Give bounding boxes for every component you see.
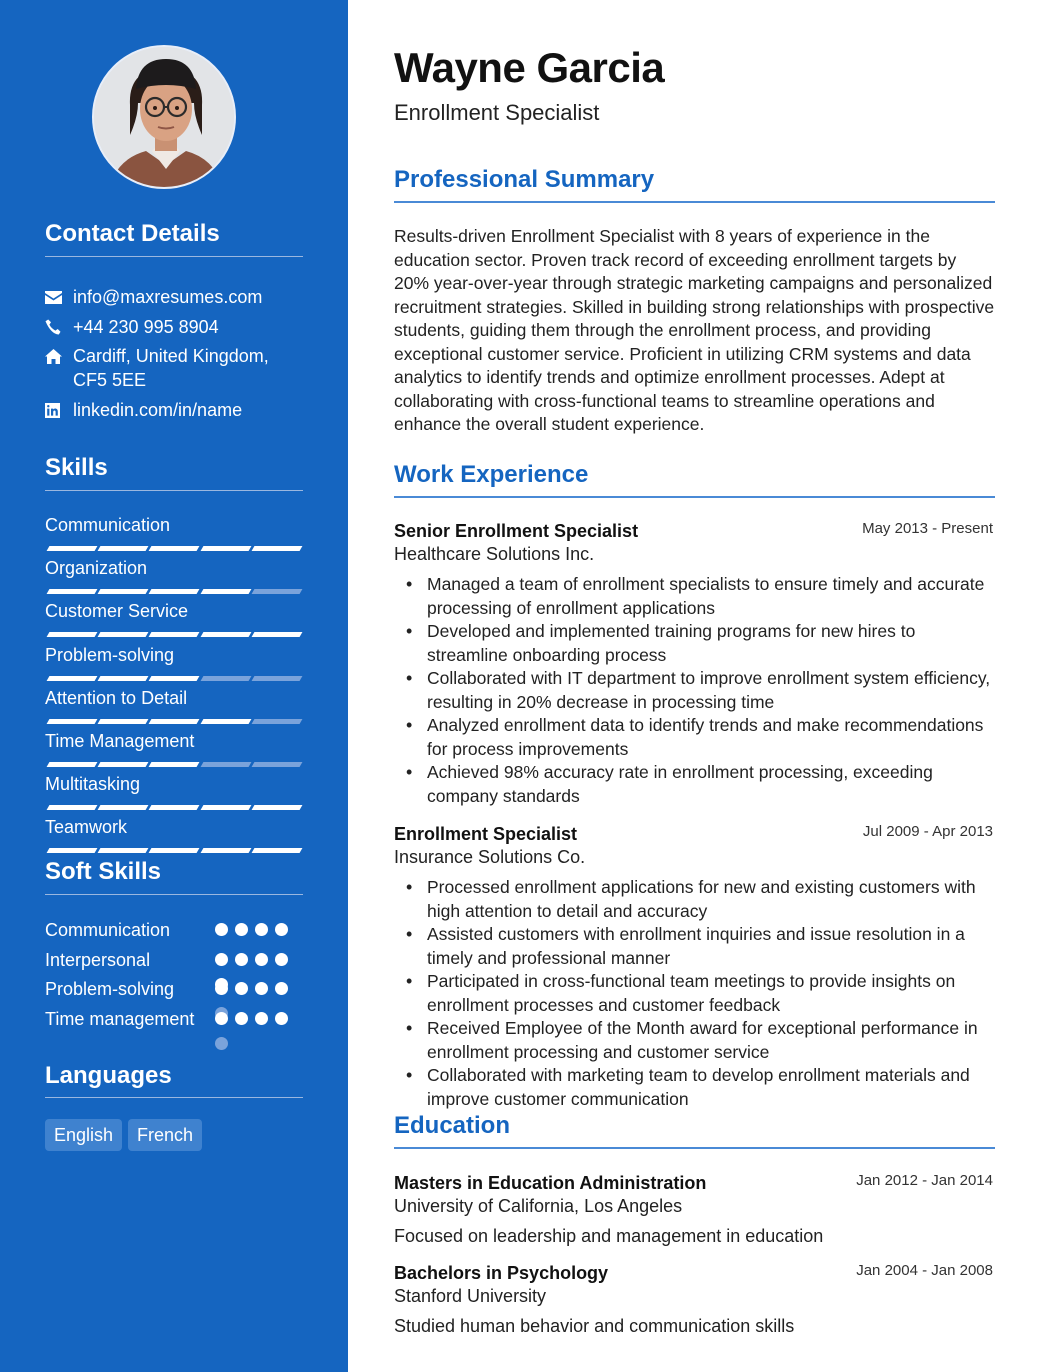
contact-divider	[45, 256, 303, 257]
skill-level-segment	[200, 546, 251, 551]
job-title: Senior Enrollment Specialist	[394, 521, 639, 541]
linkedin-icon	[45, 398, 73, 422]
contact-phone	[45, 315, 305, 339]
education-description: Studied human behavior and communication skills	[394, 1316, 795, 1336]
skill-level-segment	[47, 719, 98, 724]
skill-level-segment	[47, 589, 98, 594]
skill-level-segment	[251, 719, 302, 724]
soft-skills-heading: Soft Skills	[45, 858, 162, 885]
soft-skill-dot	[255, 923, 268, 936]
job-dates: Jul 2009 - Apr 2013	[862, 823, 993, 840]
education-dates: Jan 2012 - Jan 2014	[856, 1172, 993, 1189]
soft-skill-dot	[235, 1012, 248, 1025]
list-item: • Processed enrollment applications for new and existing customers with high attention to detail and accuracy	[394, 876, 995, 923]
job-bullets	[394, 573, 995, 808]
skill-name: Customer Service	[45, 601, 189, 622]
soft-skill-dot	[255, 953, 268, 966]
skill-level-segment	[200, 805, 251, 810]
profile-photo	[94, 47, 236, 189]
contact-linkedin-text[interactable]: linkedin.com/in/name	[73, 400, 243, 420]
skill-level-segment	[47, 848, 98, 853]
list-item: • Managed a team of enrollment specialists to ensure timely and accurate processing of enrollment applications	[394, 573, 995, 620]
contact-address	[45, 344, 305, 392]
soft-skill-item	[45, 977, 303, 1002]
skill-level-segment	[98, 546, 149, 551]
soft-skill-name: Communication	[45, 920, 171, 940]
skills-divider	[45, 490, 303, 491]
job-title: Enrollment Specialist	[394, 824, 578, 844]
skill-item	[45, 600, 303, 622]
soft-skill-dot	[215, 1037, 228, 1050]
degree-title: Masters in Education Administration	[394, 1173, 707, 1193]
language-chip: French	[128, 1119, 202, 1151]
soft-skill-item	[45, 918, 303, 943]
skill-level-segment	[149, 632, 200, 637]
skill-name: Problem-solving	[45, 644, 175, 665]
job-bullets	[394, 876, 995, 1111]
skill-level-segment	[98, 589, 149, 594]
skill-name: Time Management	[45, 731, 195, 751]
skill-level-segment	[149, 762, 200, 767]
experience-heading: Work Experience	[394, 461, 589, 488]
contact-linkedin	[45, 398, 305, 422]
soft-skill-name: Time management	[45, 1009, 195, 1029]
skill-level-segment	[200, 719, 251, 724]
skill-level-segment	[149, 676, 200, 681]
soft-skill-dot	[235, 923, 248, 936]
skill-level-segment	[47, 546, 98, 551]
skill-item	[45, 816, 303, 838]
phone-icon	[45, 315, 73, 339]
skill-level-segment	[200, 632, 251, 637]
skill-level-bar	[45, 762, 303, 768]
school-name: Stanford University	[394, 1286, 547, 1306]
degree-title: Bachelors in Psychology	[394, 1263, 609, 1283]
soft-skill-dot	[215, 1012, 228, 1025]
skill-level-segment	[47, 676, 98, 681]
skill-item	[45, 773, 303, 795]
skill-level-bar	[45, 805, 303, 811]
soft-skill-name: Problem-solving	[45, 979, 175, 999]
summary-heading: Professional Summary	[394, 166, 655, 193]
candidate-name: Wayne Garcia	[394, 44, 665, 91]
soft-skill-dot	[215, 982, 228, 995]
experience-divider	[394, 496, 995, 498]
skill-item	[45, 687, 303, 709]
soft-skill-dot	[275, 982, 288, 995]
skill-item	[45, 514, 303, 536]
skill-level-segment	[149, 589, 200, 594]
skill-level-segment	[149, 805, 200, 810]
language-chip: English	[45, 1119, 122, 1151]
skill-level-segment	[98, 632, 149, 637]
soft-skill-item	[45, 1007, 303, 1032]
skill-level-segment	[251, 589, 302, 594]
candidate-title: Enrollment Specialist	[394, 100, 600, 125]
skill-level-segment	[149, 546, 200, 551]
skill-name: Attention to Detail	[45, 687, 188, 708]
skill-item	[45, 644, 303, 666]
list-item: • Received Employee of the Month award for exceptional performance in enrollment processing and customer service	[394, 1017, 995, 1064]
skill-level-segment	[251, 848, 302, 853]
home-icon	[45, 344, 73, 368]
list-item: • Collaborated with IT department to improve enrollment system efficiency, resulting in 20% decrease in processing time	[394, 667, 995, 714]
skill-level-segment	[98, 805, 149, 810]
contact-address-text: Cardiff, United Kingdom, CF5 5EE	[73, 346, 269, 390]
skill-level-segment	[98, 762, 149, 767]
skill-level-segment	[200, 676, 251, 681]
skill-item	[45, 557, 303, 579]
list-item: • Achieved 98% accuracy rate in enrollment processing, exceeding company standards	[394, 761, 995, 808]
skill-level-bar	[45, 848, 303, 854]
education-divider	[394, 1147, 995, 1149]
skill-level-segment	[98, 848, 149, 853]
skill-level-segment	[251, 762, 302, 767]
skill-item	[45, 730, 303, 752]
envelope-icon	[45, 285, 73, 309]
summary-divider	[394, 201, 995, 203]
skill-level-segment	[200, 762, 251, 767]
soft-skill-dot	[235, 982, 248, 995]
soft-skill-dot	[215, 923, 228, 936]
contact-email-text[interactable]: info@maxresumes.com	[73, 287, 263, 307]
skill-level-segment	[200, 589, 251, 594]
soft-skill-item	[45, 948, 303, 973]
skill-level-segment	[251, 805, 302, 810]
skill-level-segment	[47, 762, 98, 767]
sidebar	[0, 0, 348, 1372]
education-dates: Jan 2004 - Jan 2008	[856, 1262, 993, 1279]
school-name: University of California, Los Angeles	[394, 1196, 683, 1216]
skill-level-bar	[45, 676, 303, 682]
list-item: • Developed and implemented training programs for new hires to streamline onboarding process	[394, 620, 995, 667]
list-item: • Assisted customers with enrollment inquiries and issue resolution in a timely and professional manner	[394, 923, 995, 970]
skill-level-segment	[47, 632, 98, 637]
job-dates: May 2013 - Present	[862, 520, 993, 537]
skill-level-segment	[251, 676, 302, 681]
job-company: Insurance Solutions Co.	[394, 847, 586, 867]
skills-heading: Skills	[45, 454, 108, 481]
languages-heading: Languages	[45, 1062, 172, 1089]
skill-level-segment	[251, 546, 302, 551]
skill-name: Organization	[45, 558, 148, 579]
soft-skill-dot	[255, 1012, 268, 1025]
list-item: • Participated in cross-functional team meetings to provide insights on enrollment processes and customer feedback	[394, 970, 995, 1017]
skill-name: Communication	[45, 515, 171, 535]
skill-level-bar	[45, 589, 303, 595]
skill-level-segment	[149, 719, 200, 724]
skill-level-bar	[45, 719, 303, 725]
soft-skill-name: Interpersonal	[45, 950, 151, 970]
contact-heading: Contact Details	[45, 220, 220, 247]
soft-skill-dot	[275, 1012, 288, 1025]
skill-name: Multitasking	[45, 774, 141, 795]
job-company: Healthcare Solutions Inc.	[394, 544, 595, 564]
skill-level-segment	[98, 676, 149, 681]
contact-phone-text[interactable]: +44 230 995 8904	[73, 317, 219, 337]
soft-skill-dot	[235, 953, 248, 966]
soft-skill-dot	[275, 923, 288, 936]
skill-level-segment	[47, 805, 98, 810]
avatar	[92, 45, 236, 189]
list-item: • Analyzed enrollment data to identify trends and make recommendations for process improvements	[394, 714, 995, 761]
skill-level-segment	[98, 719, 149, 724]
languages-divider	[45, 1097, 303, 1098]
summary-text: Results-driven Enrollment Specialist with 8 years of experience in the education sector. Proven track record of exceeding enrollment targets by 20% year-over-year through strategic marketing campaigns and personalized recruitment strategies. Skilled in building strong relationships with prospective students, guiding them through the enrollment process, and providing exceptional customer service. Proficient in utilizing CRM systems and data analytics to identify trends and optimize enrollment processes. Adept at collaborating with cross-functional teams to streamline operations and enhance the overall student experience.	[394, 226, 995, 434]
skill-level-bar	[45, 632, 303, 638]
education-description: Focused on leadership and management in education	[394, 1226, 824, 1246]
list-item: • Collaborated with marketing team to develop enrollment materials and improve customer communication	[394, 1064, 995, 1111]
soft-skills-divider	[45, 894, 303, 895]
soft-skill-dot	[255, 982, 268, 995]
skill-level-segment	[149, 848, 200, 853]
skill-level-bar	[45, 546, 303, 552]
education-heading: Education	[394, 1112, 511, 1139]
soft-skill-dot	[275, 953, 288, 966]
skill-name: Teamwork	[45, 817, 128, 838]
soft-skill-dot	[215, 953, 228, 966]
skill-level-segment	[251, 632, 302, 637]
contact-email	[45, 285, 305, 309]
skill-level-segment	[200, 848, 251, 853]
